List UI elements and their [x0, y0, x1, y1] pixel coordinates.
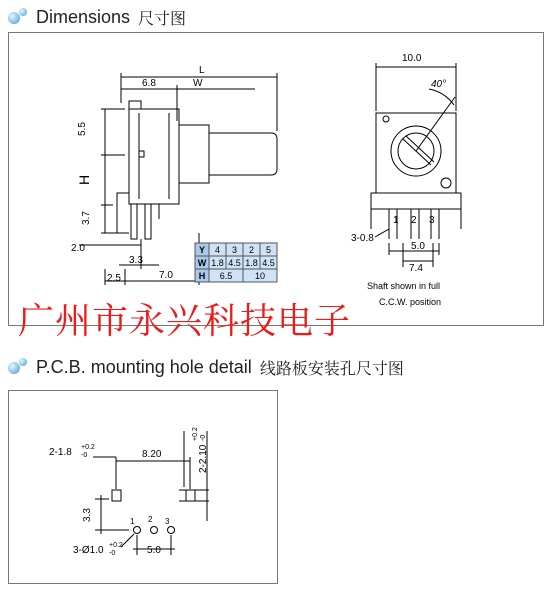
pcb-dim-5-0: 5.0	[147, 545, 161, 556]
dim-3-3: 3.3	[129, 255, 143, 266]
spec-cell: H	[198, 271, 206, 281]
pin-hole-3	[168, 527, 175, 534]
pcb-hole-a-tol2: -0	[81, 452, 88, 459]
pcb-hole-b: 2-2.10	[198, 444, 209, 473]
dimensions-header	[8, 4, 186, 30]
spec-table	[195, 243, 277, 282]
dim-2-5: 2.5	[107, 273, 121, 284]
dim-L: L	[199, 65, 205, 76]
dim-6-8: 6.8	[142, 78, 156, 89]
pin-hole-1	[134, 527, 141, 534]
bubble-icon	[8, 7, 30, 27]
spec-cell: 1.8	[211, 258, 224, 268]
spec-cell: 4	[214, 245, 221, 255]
dim-40-deg: 40°	[431, 79, 447, 90]
dim-3-7: 3.7	[81, 211, 92, 225]
spec-cell: 1.8	[245, 258, 258, 268]
shaft-outline	[209, 133, 277, 175]
pcb-title-cn: 线路板安装孔尺寸图	[259, 358, 404, 378]
pcb-pin-2: 2	[148, 515, 153, 524]
spec-cell: 10	[254, 271, 266, 281]
pcb-hole-b-tol: +0.2	[192, 427, 199, 441]
pcb-pitch: 8.20	[142, 449, 162, 460]
dim-W: W	[193, 78, 203, 89]
note-line2: C.C.W. position	[379, 297, 442, 307]
dim-7-0: 7.0	[159, 270, 173, 281]
note-line1: Shaft shown in full	[367, 281, 441, 291]
pcb-hole-b-tol2: -0	[200, 434, 207, 441]
pcb-header	[8, 354, 404, 380]
pcb-dim-3-3: 3.3	[82, 508, 93, 522]
spec-cell: 2	[248, 245, 255, 255]
dim-7-4: 7.4	[409, 263, 423, 274]
dim-5-0: 5.0	[411, 241, 425, 252]
dim-H: H	[76, 174, 92, 185]
pin-hole-2	[151, 527, 158, 534]
bubble-icon	[8, 357, 30, 377]
spec-cell: 4.5	[228, 258, 241, 268]
pin-2-label: 2	[411, 215, 417, 226]
watermark-text: 广州市永兴科技电子	[18, 301, 352, 342]
spec-cell: Y	[198, 245, 206, 255]
pcb-hole-c-tol2: -0	[109, 550, 116, 557]
front-view	[371, 63, 461, 267]
body-outline	[129, 109, 179, 204]
pcb-hole-a: 2-1.8	[49, 447, 72, 458]
pcb-hole-c: 3-Ø1.0	[73, 545, 104, 556]
mount-hole-right	[186, 490, 195, 501]
pcb-pin-1: 1	[130, 517, 135, 526]
dim-2-0: 2.0	[71, 243, 85, 254]
pcb-hole-a-tol: +0.2	[81, 444, 95, 451]
dim-3-0-8: 3-0.8	[351, 233, 374, 244]
pcb-hole-c-tol: +0.2	[109, 542, 123, 549]
mount-hole-left	[112, 490, 121, 501]
pin-3-label: 3	[429, 215, 435, 226]
pin-1-label: 1	[393, 215, 399, 226]
spec-cell: 3	[231, 245, 238, 255]
spec-cell: 6.5	[219, 271, 233, 281]
front-body	[376, 113, 456, 193]
dimensions-title-cn: 尺寸图	[138, 8, 187, 28]
dimensions-frame	[8, 32, 544, 326]
spec-cell: 4.5	[262, 258, 275, 268]
pcb-drawing	[9, 391, 277, 583]
dim-10-0: 10.0	[402, 53, 422, 64]
pcb-frame	[8, 390, 278, 584]
spec-cell: W	[197, 258, 207, 268]
spec-cell: 5	[265, 245, 272, 255]
pcb-title: P.C.B. mounting hole detail	[36, 356, 252, 377]
dim-5-5: 5.5	[77, 122, 88, 136]
dimensions-drawing	[9, 33, 543, 325]
pcb-pin-3: 3	[165, 517, 170, 526]
dimensions-title: Dimensions	[36, 6, 131, 27]
